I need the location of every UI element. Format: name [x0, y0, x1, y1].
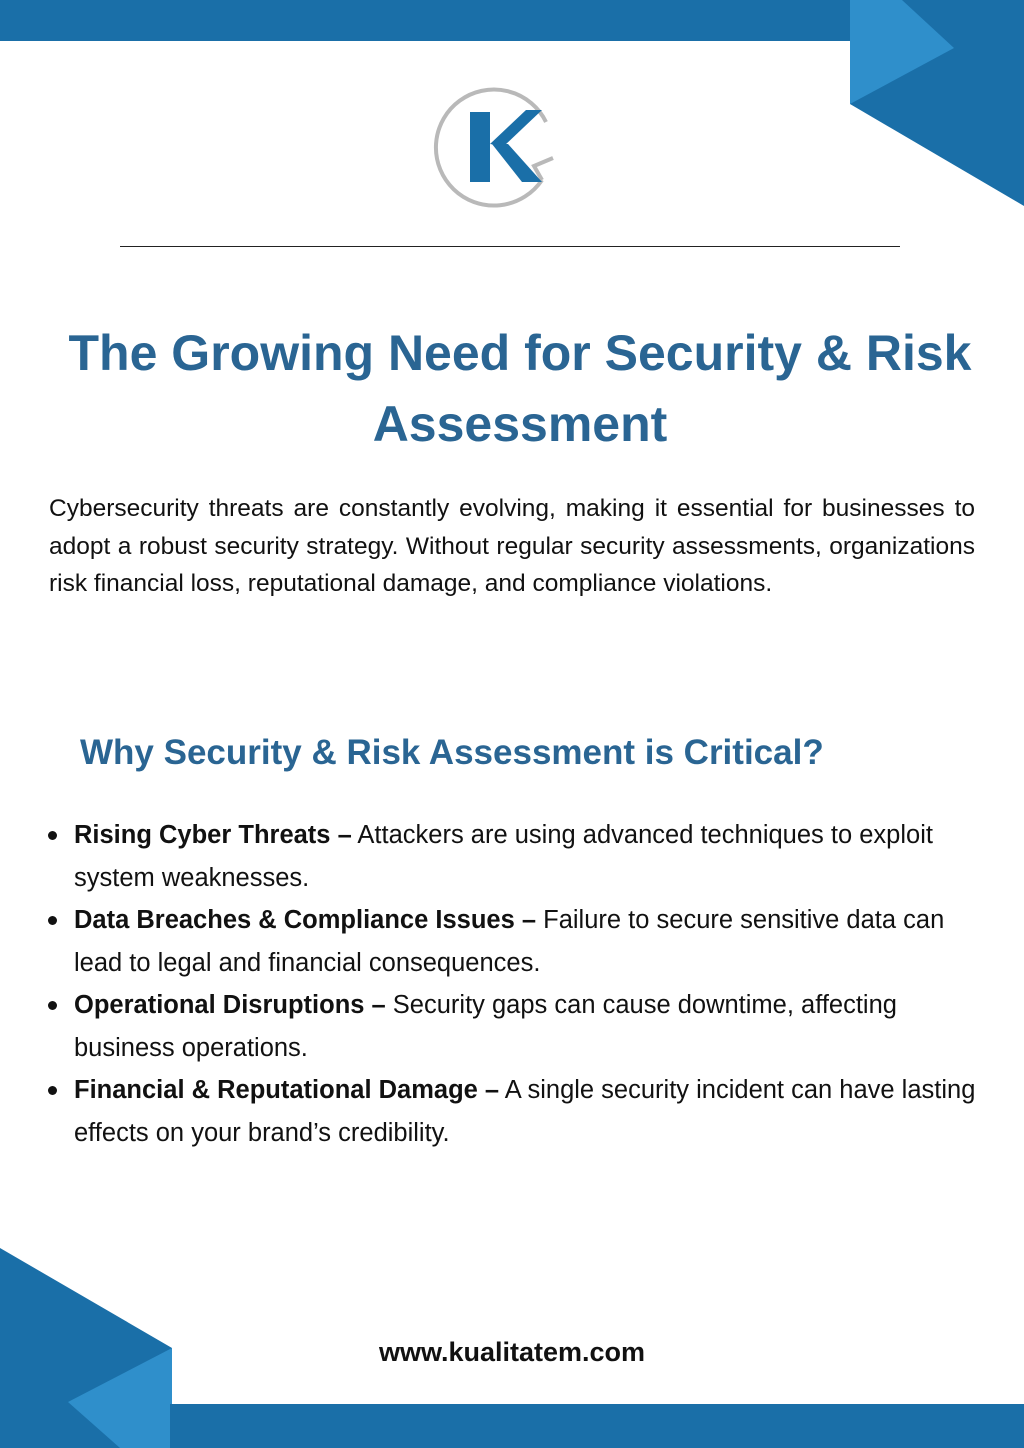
bullet-term: Data Breaches & Compliance Issues –	[74, 906, 537, 934]
bottom-left-corner-decoration	[0, 1248, 172, 1448]
bullet-text: Attackers are using advanced techniques to exploit system weaknesses.	[74, 821, 933, 892]
bullet-term: Financial & Reputational Damage –	[74, 1076, 500, 1104]
header-divider	[120, 246, 900, 247]
list-item	[74, 899, 994, 984]
section-heading: Why Security & Risk Assessment is Critical?	[80, 733, 824, 772]
list-item	[74, 1069, 994, 1154]
bullet-text: Failure to secure sensitive data can lead to legal and financial consequences.	[74, 906, 945, 977]
bullet-term: Rising Cyber Threats –	[74, 821, 352, 849]
top-right-corner-decoration	[850, 0, 1024, 206]
company-logo	[430, 82, 558, 210]
website-link[interactable]: www.kualitatem.com	[378, 1337, 646, 1367]
bullet-text: Security gaps can cause downtime, affecting business operations.	[74, 991, 897, 1062]
bullet-term: Operational Disruptions –	[74, 991, 386, 1019]
page-title: The Growing Need for Security & Risk Assessment	[68, 325, 972, 452]
intro-paragraph: Cybersecurity threats are constantly evolving, making it essential for businesses to adopt a robust security strategy. Without regular security assessments, organizations risk financial loss, reputational damage, and compliance violations.	[49, 495, 975, 597]
bottom-accent-bar	[170, 1404, 1024, 1448]
list-item	[74, 814, 994, 899]
logo-icon	[430, 82, 558, 210]
bullet-text: A single security incident can have lasting effects on your brand’s credibility.	[74, 1076, 976, 1147]
list-item	[74, 984, 994, 1069]
bullet-list	[74, 814, 994, 1154]
